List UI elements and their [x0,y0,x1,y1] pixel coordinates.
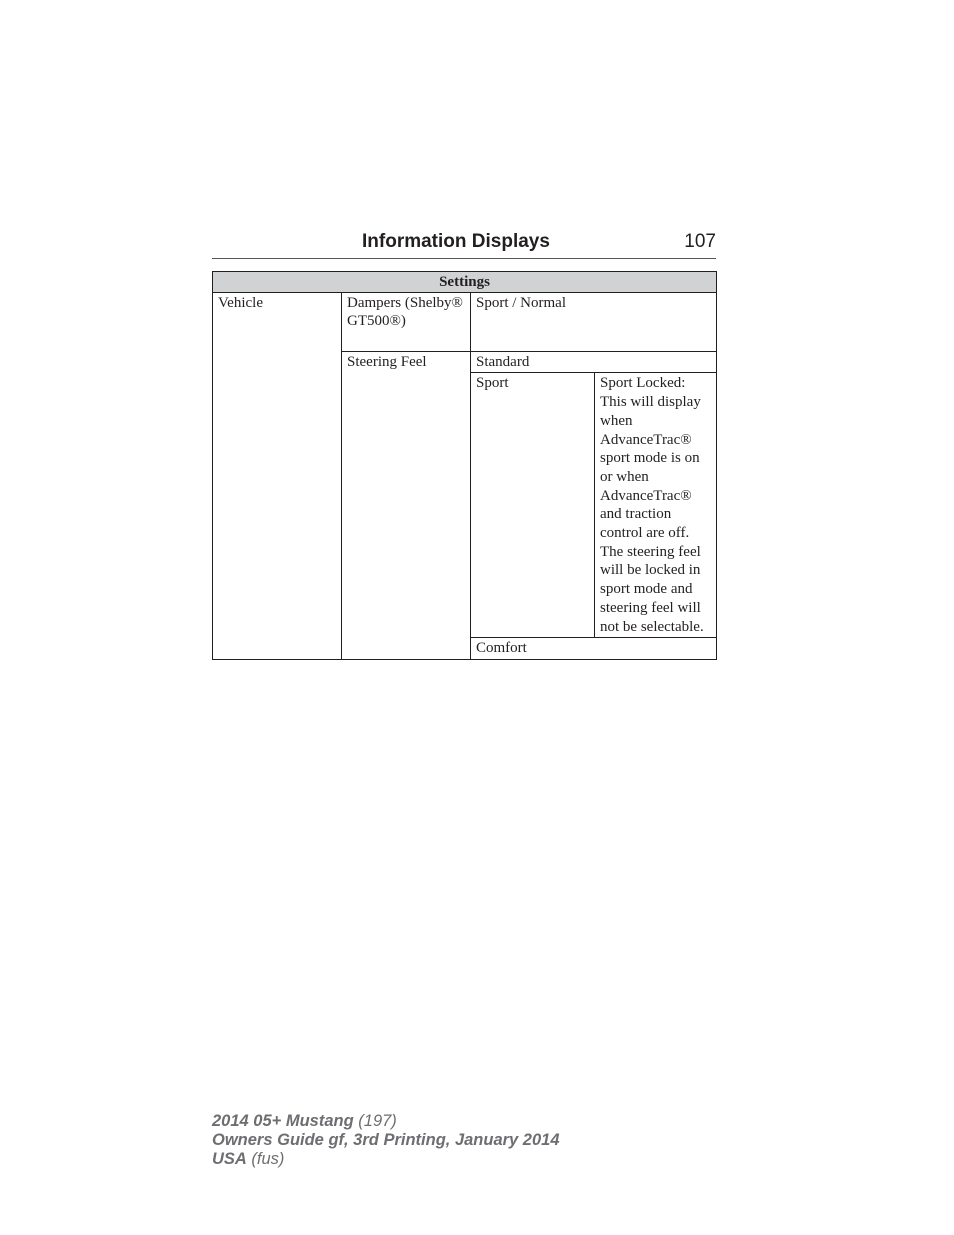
sport-locked-note-cell: Sport Locked: This will display when AdvanceTrac® sport mode is on or when AdvanceTrac® and traction control are off. The steering feel will be locked in sport mode and steering feel will not be selectable. [595,373,717,638]
footer-model: 2014 05+ Mustang [212,1112,354,1130]
footer-line-1 [212,1112,560,1131]
steering-sport-cell: Sport [471,373,595,638]
steering-label-cell: Steering Feel [342,351,471,659]
dampers-label-cell: Dampers (Shelby® GT500®) [342,292,471,351]
footer-line-2: Owners Guide gf, 3rd Printing, January 2014 [212,1131,560,1149]
dampers-value-cell: Sport / Normal [471,292,717,351]
steering-comfort-cell: Comfort [471,638,717,660]
footer-market: USA [212,1150,247,1168]
page-number: 107 [684,231,716,252]
settings-table [212,271,717,660]
table-heading: Settings [213,272,717,293]
footer-line-3 [212,1150,560,1169]
page-header [212,228,716,259]
table-header-row [213,272,717,293]
steering-standard-cell: Standard [471,351,717,373]
footer-market-code: (fus) [246,1150,285,1168]
footer-model-code: (197) [353,1112,397,1130]
vehicle-cell: Vehicle [213,292,342,659]
page-title: Information Displays [362,231,550,252]
page-footer [212,1112,560,1169]
table-row [213,292,717,351]
